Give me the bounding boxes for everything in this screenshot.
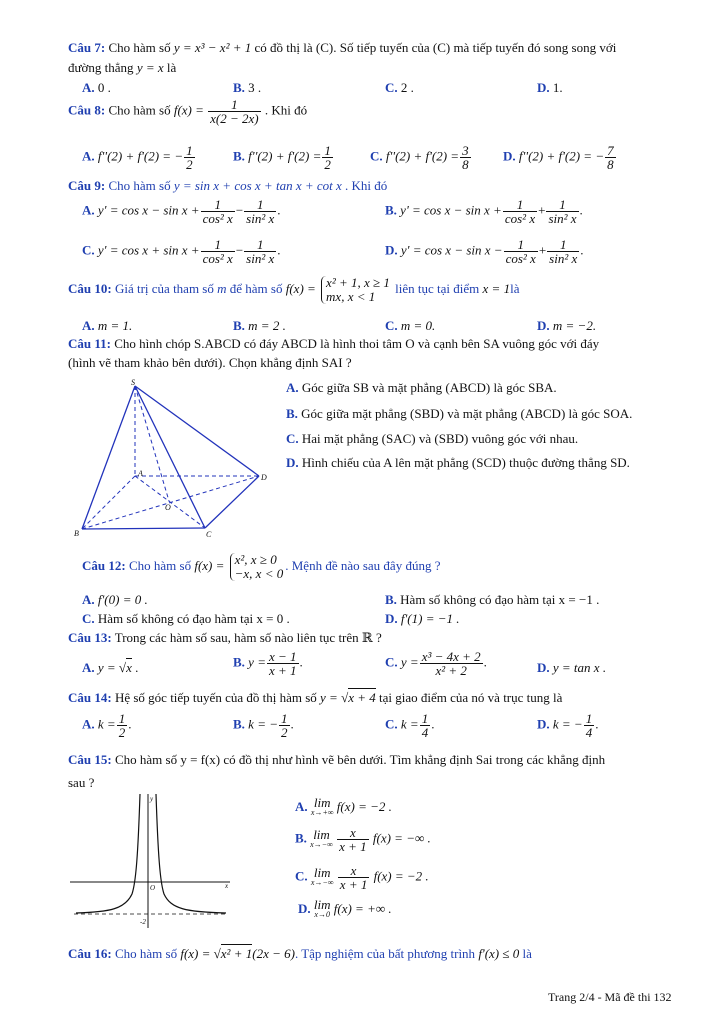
q13-option-c: C. y = $\frac{\text{x³ − 4x + 2}}{\text{x² + 2}}$ . bbox=[385, 649, 487, 678]
q7-line2: đường thẳng y = x là bbox=[68, 60, 177, 75]
q11-option-a: A. Góc giữa SB và mặt phẳng (ABCD) là góc SBA. bbox=[286, 380, 557, 395]
q7-line1: Câu 7: Cho hàm số y = x³ − x² + 1 có đồ thị là (C). Số tiếp tuyến của (C) mà tiếp tuyến đó song song với bbox=[68, 40, 617, 55]
q15-option-a: A. lim x→+∞ f(x) = −2 . bbox=[295, 795, 392, 817]
label-o: O bbox=[165, 503, 171, 512]
q13-option-a: A. y = √x . bbox=[82, 660, 139, 675]
q12-option-d: D. f'(1) = −1 . bbox=[385, 611, 460, 626]
q8-option-d: D. f''(2) + f'(2) = − $\frac{7}{8}$ bbox=[503, 143, 614, 172]
diag-ac bbox=[135, 476, 205, 528]
q8-option-c: C. f''(2) + f'(2) = $\frac{3}{8}$ bbox=[370, 143, 469, 172]
label-origin: O bbox=[150, 884, 156, 892]
q9-option-b: B. y' = cos x − sin x + $\frac{1}{\text{cos² x}}$ + $\frac{1}{\text{sin² x}}$ . bbox=[385, 197, 583, 226]
q15-option-c: C. lim x→−∞ $\frac{x}{x + 1}$ f(x) = −2 . bbox=[295, 863, 429, 892]
q10-stem: Câu 10: Giá trị của tham số m để hàm số f(x) = x² + 1, x ≥ 1 mx, x < 1 liên tục tại điểm x = 1là bbox=[68, 275, 520, 304]
q11-line2: (hình vẽ tham khảo bên dưới). Chọn khẳng định SAI ? bbox=[68, 355, 352, 370]
question-label: Câu 16: bbox=[68, 946, 112, 961]
q7-option-d: D. 1. bbox=[537, 80, 563, 95]
q8-option-b: B. f''(2) + f'(2) = $\frac{1}{2}$ bbox=[233, 143, 331, 172]
question-label: Câu 12: bbox=[82, 557, 126, 573]
pyramid-figure bbox=[72, 376, 272, 542]
q13-option-b: B. y = $\frac{x - 1}{x + 1}$ . bbox=[233, 649, 303, 678]
q11-option-c: C. Hai mặt phẳng (SAC) và (SBD) vuông góc với nhau. bbox=[286, 431, 579, 446]
q14-stem: Câu 14: Hệ số góc tiếp tuyến của đồ thị hàm số y = √x + 4 tại giao điểm của nó và trục tung là bbox=[68, 690, 563, 705]
curve-left-branch bbox=[76, 794, 140, 913]
page-footer: Trang 2/4 - Mã đề thi 132 bbox=[548, 990, 672, 1004]
question-label: Câu 8: bbox=[68, 102, 106, 118]
q10-option-d: D. m = −2. bbox=[537, 318, 597, 333]
q12-option-a: A. f'(0) = 0 . bbox=[82, 592, 148, 607]
q14-option-c: C. k = $\frac{1}{4}$ . bbox=[385, 711, 435, 740]
edge-bc bbox=[82, 528, 205, 529]
question-label: Câu 7: bbox=[68, 40, 106, 55]
q15-option-d: D. lim x→0 f(x) = +∞ . bbox=[298, 897, 392, 919]
question-label: Câu 9: bbox=[68, 178, 106, 193]
q11-option-d: D. Hình chiếu của A lên mặt phẳng (SCD) thuộc đường thẳng SD. bbox=[286, 455, 630, 470]
label-y: y bbox=[150, 795, 154, 803]
label-x: x bbox=[225, 882, 229, 890]
q10-option-b: B. m = 2 . bbox=[233, 318, 286, 333]
function-graph bbox=[70, 794, 234, 930]
edge-sd bbox=[135, 386, 259, 476]
q11-option-b: B. Góc giữa mặt phẳng (SBD) và mặt phẳng (ABCD) là góc SOA. bbox=[286, 406, 633, 421]
q14-option-d: D. k = − $\frac{1}{4}$ . bbox=[537, 711, 599, 740]
question-label: Câu 11: bbox=[68, 336, 111, 351]
edge-ab bbox=[82, 476, 135, 529]
label-c: C bbox=[206, 530, 212, 539]
q12-option-c: C. Hàm số không có đạo hàm tại x = 0 . bbox=[82, 611, 290, 626]
q7-option-b: B. 3 . bbox=[233, 80, 262, 95]
q14-option-a: A. k = $\frac{1}{2}$ . bbox=[82, 711, 132, 740]
question-label: Câu 10: bbox=[68, 280, 112, 296]
q9-option-a: A. y' = cos x − sin x + $\frac{1}{\text{cos² x}}$ − $\frac{1}{\text{sin² x}}$ . bbox=[82, 197, 281, 226]
q8-option-a: A. f''(2) + f'(2) = − $\frac{1}{2}$ bbox=[82, 143, 193, 172]
label-d: D bbox=[261, 473, 267, 482]
q7-option-a: A. 0 . bbox=[82, 80, 111, 95]
q12-option-b: B. Hàm số không có đạo hàm tại x = −1 . bbox=[385, 592, 600, 607]
q16-stem: Câu 16: Cho hàm số f(x) = √x² + 1(2x − 6). Tập nghiệm của bất phương trình f'(x) ≤ 0 là bbox=[68, 946, 532, 961]
q14-option-b: B. k = − $\frac{1}{2}$ . bbox=[233, 711, 294, 740]
q15-line2: sau ? bbox=[68, 775, 95, 790]
q15-option-b: B. lim x→−∞ $\frac{x}{x + 1}$ f(x) = −∞ . bbox=[295, 825, 431, 854]
edge-sb bbox=[82, 386, 135, 529]
q13-stem: Câu 13: Trong các hàm số sau, hàm số nào liên tục trên ℝ ? bbox=[68, 630, 382, 645]
label-b: B bbox=[74, 529, 79, 538]
q9-option-c: C. y' = cos x + sin x + $\frac{1}{\text{cos² x}}$ − $\frac{1}{\text{sin² x}}$ . bbox=[82, 237, 281, 266]
question-label: Câu 13: bbox=[68, 630, 112, 645]
q13-option-d: D. y = tan x . bbox=[537, 660, 607, 675]
q9-stem: Câu 9: Cho hàm số y = sin x + cos x + tan x + cot x . Khi đó bbox=[68, 178, 388, 193]
q10-option-c: C. m = 0. bbox=[385, 318, 436, 333]
q15-line1: Câu 15: Cho hàm số y = f(x) có đồ thị như hình vẽ bên dưới. Tìm khẳng định Sai trong các khẳng định bbox=[68, 752, 606, 767]
q9-option-d: D. y' = cos x − sin x − $\frac{1}{\text{cos² x}}$ + $\frac{1}{\text{sin² x}}$ . bbox=[385, 237, 584, 266]
q10-option-a: A. m = 1. bbox=[82, 318, 133, 333]
q8-stem: Câu 8: Cho hàm số f(x) = $\frac{1}{x(2 - 2x)}$ . Khi đó bbox=[68, 97, 308, 126]
q11-line1: Câu 11: Cho hình chóp S.ABCD có đáy ABCD là hình thoi tâm O và cạnh bên SA vuông góc với đáy bbox=[68, 336, 600, 351]
curve-right-branch bbox=[156, 794, 226, 913]
q7-option-c: C. 2 . bbox=[385, 80, 414, 95]
question-label: Câu 14: bbox=[68, 690, 112, 705]
label-minus-2: -2 bbox=[140, 918, 146, 926]
label-a: A bbox=[138, 469, 143, 478]
question-label: Câu 15: bbox=[68, 752, 112, 767]
label-s: S bbox=[131, 378, 135, 387]
q12-stem: Câu 12: Cho hàm số f(x) = x², x ≥ 0 −x, x < 0 . Mệnh đề nào sau đây đúng ? bbox=[82, 552, 441, 581]
